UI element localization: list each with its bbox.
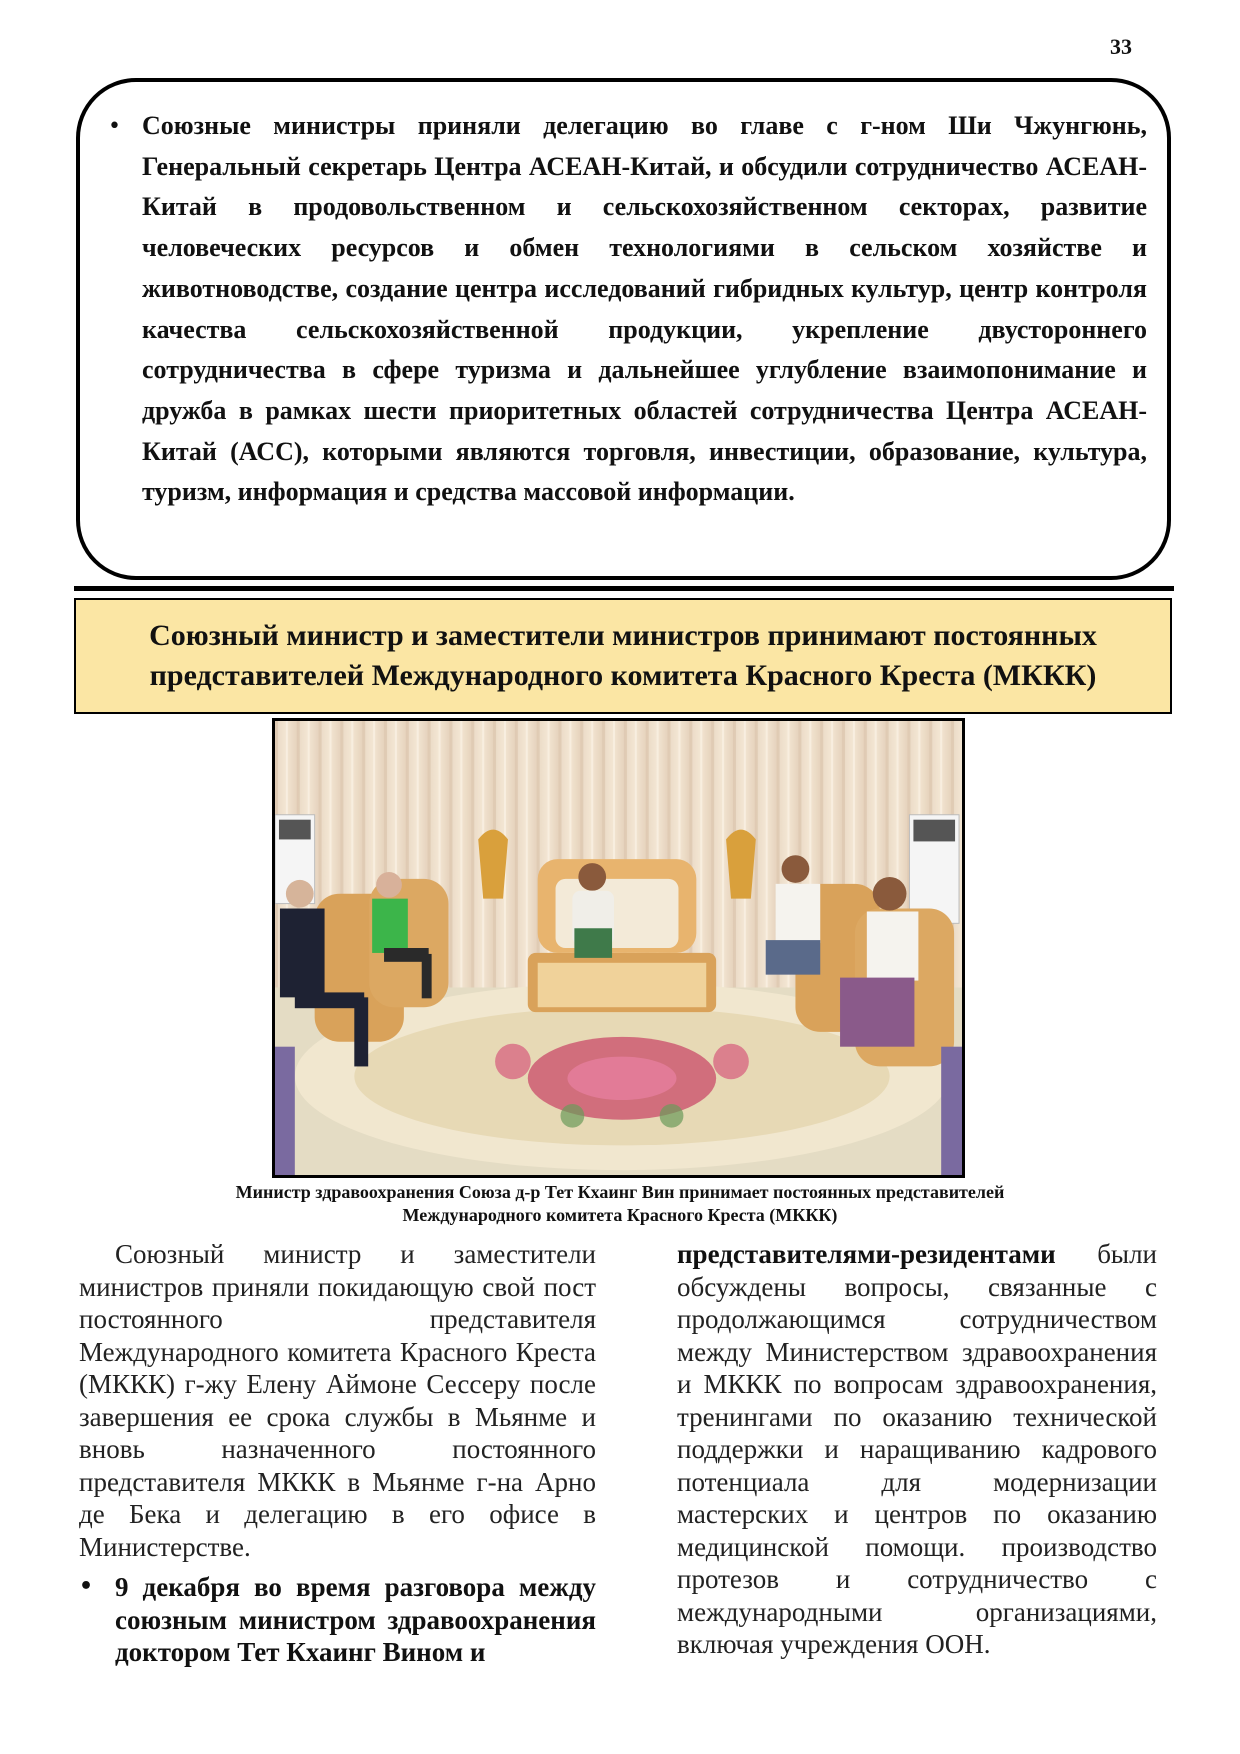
article-left-paragraph: Союзный министр и заместители министров приняли покидающую свой пост постоянного представителя Международного комитета Красного Креста (МККК) г-жу Елену Аймоне Сессеру после завершения ее срока службы в Мьянме и вновь назначенного постоянного представителя МККК в Мьянме г-на Арно де Бека и делегацию в его офисе в Министерстве. bbox=[79, 1239, 596, 1562]
article-bullet-text: 9 декабря во время разговора между союзным министром здравоохранения доктором Тет Кхаинг Вином и bbox=[115, 1572, 596, 1667]
article-right-lead: представителями-резидентами bbox=[677, 1239, 1056, 1269]
caption-line-1: Министр здравоохранения Союза д-р Тет Кхаинг Вин принимает постоянных представителей bbox=[235, 1182, 1005, 1202]
article-right-paragraph bbox=[677, 1238, 1157, 1661]
meeting-photo bbox=[272, 718, 965, 1178]
article-right-column bbox=[677, 1238, 1157, 1661]
bullet-marker: • bbox=[79, 1574, 94, 1599]
bullet-marker: • bbox=[108, 114, 121, 139]
caption-line-2: Международного комитета Красного Креста (МККК) bbox=[402, 1205, 838, 1225]
section-divider bbox=[74, 586, 1174, 591]
page-number: 33 bbox=[1110, 34, 1132, 59]
article-headline: Союзный министр и заместители министров принимают постоянных представителей Международного комитета Красного Креста (МККК) bbox=[149, 619, 1097, 692]
article-right-text: были обсуждены вопросы, связанные с продолжающимся сотрудничеством между Министерством здравоохранения и МККК по вопросам здравоохранения, тренингами по оказанию технической поддержки и наращиванию кадрового потенциала для модернизации мастерских и центров по оказанию медицинской помощи. производство протезов и сотрудничество с международными организациями, включая учреждения ООН. bbox=[677, 1239, 1157, 1659]
top-bullet-text: Союзные министры приняли делегацию во главе с г-ном Ши Чжунгюнь, Генеральный секретарь Центра АСЕАН-Китай, и обсудили сотрудничество АСЕАН-Китай в продовольственном и сельскохозяйственном секторах, развитие человеческих ресурсов и обмен технологиями в сельском хозяйстве и животноводстве, создание центра исследований гибридных культур, центр контроля качества сельскохозяйственной продукции, укрепление двустороннего сотрудничества в сфере туризма и дальнейшее углубление взаимопонимание и дружба в рамках шести приоритетных областей сотрудничества Центра АСЕАН-Китай (АСС), которыми являются торговля, инвестиции, образование, культура, туризм, информация и средства массовой информации. bbox=[142, 111, 1147, 507]
meeting-photo-illustration bbox=[275, 721, 962, 1175]
top-bullet-box bbox=[76, 78, 1171, 580]
article-bullet bbox=[79, 1571, 596, 1669]
headline-box bbox=[74, 598, 1172, 714]
photo-caption bbox=[90, 1181, 1150, 1227]
article-left-column bbox=[79, 1238, 596, 1669]
